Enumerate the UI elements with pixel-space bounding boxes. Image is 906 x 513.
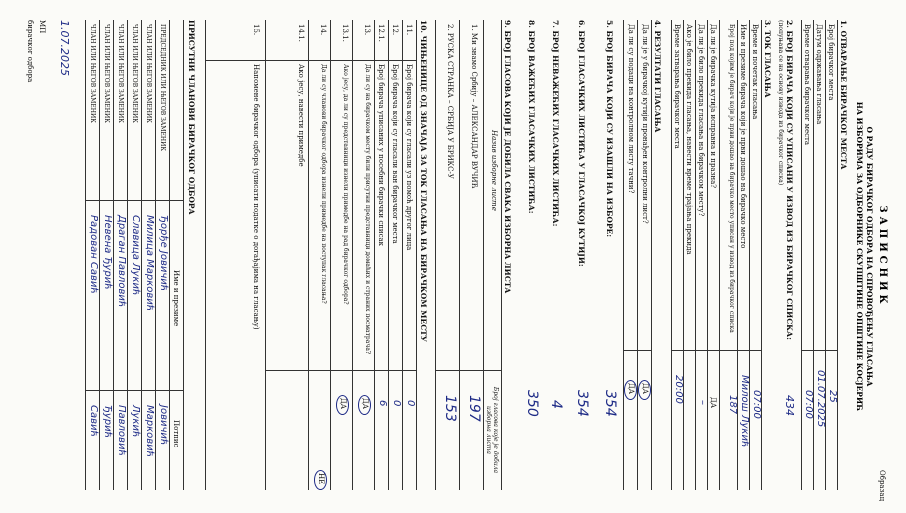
- member-signature: Павловић: [116, 405, 127, 456]
- member-name: Невена Ђурић: [102, 215, 113, 290]
- section7-heading: 7. БРОЈ НЕВАЖЕЋИХ ГЛАСАЧКИХ ЛИСТИЋА:: [551, 20, 560, 227]
- section4-value: ДА: [641, 383, 649, 394]
- fact-value: 0: [405, 400, 416, 407]
- section8-value: 350: [524, 390, 540, 417]
- date-handwritten: 1.07.2025: [58, 20, 71, 76]
- fact-value: 6: [377, 400, 388, 407]
- list-votes: 197: [466, 395, 482, 422]
- section1-label: Број бирачког места: [827, 24, 835, 101]
- section1-label: Датум одржавања гласања: [815, 24, 823, 125]
- fact-label: Ако јесу, да ли су представници изнели примедбе на рад бирачког одбора?: [342, 64, 349, 305]
- fact-value: ДА: [361, 398, 369, 409]
- fact-label: Број бирача који су гласали ван бирачког места: [391, 64, 399, 244]
- section7-value: 4: [548, 400, 564, 409]
- fact-label: Ако јесу, навести примедбе: [297, 64, 305, 167]
- member-signature: Савић: [88, 405, 99, 438]
- fact-num: 13.1.: [341, 24, 349, 42]
- fact-value: НЕ: [317, 473, 325, 485]
- section10-heading: 10. ЧИЊЕНИЦЕ ОД ЗНАЧАЈА ЗА ТОК ГЛАСАЊА НА БИРАЧКОМ МЕСТУ: [419, 20, 428, 342]
- fact-num: 15.: [252, 24, 260, 36]
- fact-label: Да ли су чланови бирачког одбора изнели примедбе на поступак гласања?: [320, 64, 327, 304]
- section9-heading: 9. БРОЈ ГЛАСОВА КОЈИ ЈЕ ДОБИЛА СВАКА ИЗБОРНА ЛИСТА: [503, 20, 512, 294]
- member-role: ПРЕДСЕДНИК ИЛИ ЊЕГОВ ЗАМЕНИК: [159, 24, 166, 151]
- section3-value: 187: [727, 395, 738, 415]
- section1-value: 25: [827, 390, 838, 403]
- form-label: Образац: [878, 470, 886, 502]
- section3-label: Ако је било прекида гласања, навести време трајања прекида: [685, 24, 693, 255]
- section3-label: Број под којим је бирач који је први дошао на бирачко место уписан у извод из бирачког списка: [728, 24, 735, 333]
- section5-heading: 5. БРОЈ БИРАЧА КОЈИ СУ ИЗАШЛИ НА ИЗБОРЕ:: [605, 20, 614, 238]
- section1-heading: 1. ОТВАРАЊЕ БИРАЧКОГ МЕСТА: [839, 20, 848, 170]
- member-signature: Марковић: [144, 405, 155, 458]
- section4-label: Да ли је у бирачкој кутији пронађен контролни лист?: [641, 24, 649, 224]
- member-name: Драган Павловић: [116, 215, 127, 308]
- section1-value: 01.07.2025: [815, 370, 826, 428]
- members-col-name: Име и презиме: [172, 270, 180, 327]
- fact-value: 0: [391, 400, 402, 407]
- section9-col-votes: Број гласова које је добила изборна листа: [485, 386, 499, 474]
- list-name: 2. РУСКА СТРАНКА – СРБИЈА У БРИКС-У: [446, 24, 454, 179]
- fact-num: 14.1.: [297, 24, 305, 42]
- section3-label: Време и почетак гласања: [751, 24, 759, 120]
- section4-value: ДА: [627, 383, 635, 394]
- section4-label: Да ли су подаци на контролном листу тачни?: [627, 24, 635, 194]
- section6-value: 354: [574, 390, 590, 417]
- members-heading: ПРИСУТНИ ЧЛАНОВИ БИРАЧКОГ ОДБОРА: [187, 20, 196, 215]
- fact-label: Напомене бирачког одбора (уписати податке о догађајима на гласању): [252, 64, 260, 330]
- member-role: ЧЛАН ИЛИ ЊЕГОВ ЗАМЕНИК: [131, 24, 138, 123]
- member-signature: Ђурић: [102, 405, 113, 439]
- fact-value: ДА: [339, 398, 347, 409]
- member-name: Радован Савић: [88, 215, 99, 294]
- fact-label: Број бирача који су гласали уз помоћ другог лица: [405, 64, 413, 251]
- section4-heading: 4. РЕЗУЛТАТИ ГЛАСАЊА: [653, 20, 662, 133]
- member-name: Славица Лукић: [130, 215, 141, 296]
- section3-label: Да ли је било прекида гласања на бирачком месту?: [697, 24, 705, 217]
- section6-heading: 6. БРОЈ ГЛАСАЧКИХ ЛИСТИЋА У ГЛАСАЧКОЈ КУТИЈИ:: [577, 20, 586, 267]
- list-name: 1. Ми знамо Србију – АЛЕКСАНДАР ВУЧИЋ: [470, 24, 478, 189]
- section1-label: Време отварања бирачког места: [803, 24, 811, 146]
- fact-num: 13.: [363, 24, 371, 36]
- fact-num: 12.: [391, 24, 399, 36]
- member-signature: Лукић: [130, 405, 141, 438]
- footer-caption: МП: [38, 20, 46, 34]
- section3-label: Име и презиме бирача који је први дошао на бирачко место: [739, 24, 747, 249]
- section2-note: (попуњава се на основу извода из бирачког списка): [777, 20, 784, 186]
- section5-value: 354: [602, 390, 618, 417]
- member-signature: Јовичић: [158, 405, 169, 446]
- section1-value: 07:00: [803, 390, 814, 419]
- section2-value: 434: [783, 395, 796, 416]
- member-role: ЧЛАН ИЛИ ЊЕГОВ ЗАМЕНИК: [103, 24, 110, 123]
- member-name: Ђорђе Јовичић: [158, 215, 169, 292]
- section3-value: 20:00: [673, 375, 684, 404]
- section3-heading: 3. ТОК ГЛАСАЊА: [763, 20, 772, 98]
- member-role: ЧЛАН ИЛИ ЊЕГОВ ЗАМЕНИК: [145, 24, 152, 123]
- section3-value: –: [697, 400, 708, 405]
- fact-num: 12.1.: [377, 24, 385, 42]
- fact-num: 14.: [319, 24, 327, 36]
- section3-value: ДА: [709, 397, 717, 408]
- footer-caption: бирачког одбора: [26, 20, 34, 83]
- member-name: Милица Марковић: [144, 215, 155, 312]
- members-col-signature: Потпис: [172, 420, 180, 448]
- section3-value: Милош Лукић: [739, 375, 750, 448]
- page-title: ЗАПИСНИК: [877, 205, 888, 308]
- page-subtitle-2: НА ИЗБОРИМА ЗА ОДБОРНИКЕ СКУПШТИНЕ ОПШТИНЕ КОСЈЕРИЋ: [855, 101, 864, 412]
- list-votes: 153: [442, 395, 458, 422]
- fact-label: Број бирача уписаних у посебни бирачки списак: [377, 64, 385, 247]
- section8-heading: 8. БРОЈ ВАЖЕЋИХ ГЛАСАЧКИХ ЛИСТИЋА:: [527, 20, 536, 214]
- section3-value: 07:00: [751, 390, 762, 419]
- section2-heading: 2. БРОЈ БИРАЧА КОЈИ СУ УПИСАНИ У ИЗВОД ИЗ БИРАЧКОГ СПИСКА:: [785, 20, 794, 340]
- page-subtitle-1: О РАДУ БИРАЧКОГ ОДБОРА НА СПРОВОЂЕЊУ ГЛАСАЊА: [865, 126, 874, 387]
- section3-label: Време затварања бирачког места: [673, 24, 681, 149]
- member-role: ЧЛАН ИЛИ ЊЕГОВ ЗАМЕНИК: [89, 24, 96, 123]
- fact-label: Да ли су на бирачком месту били присутни представници домаћих и страних посматрача?: [364, 64, 371, 355]
- section3-label: Да ли је бирачка кутија исправна и празна?: [709, 24, 717, 189]
- fact-num: 11.: [405, 24, 413, 36]
- section9-col-list: Назив изборне листе: [490, 130, 498, 211]
- member-role: ЧЛАН ИЛИ ЊЕГОВ ЗАМЕНИК: [117, 24, 124, 123]
